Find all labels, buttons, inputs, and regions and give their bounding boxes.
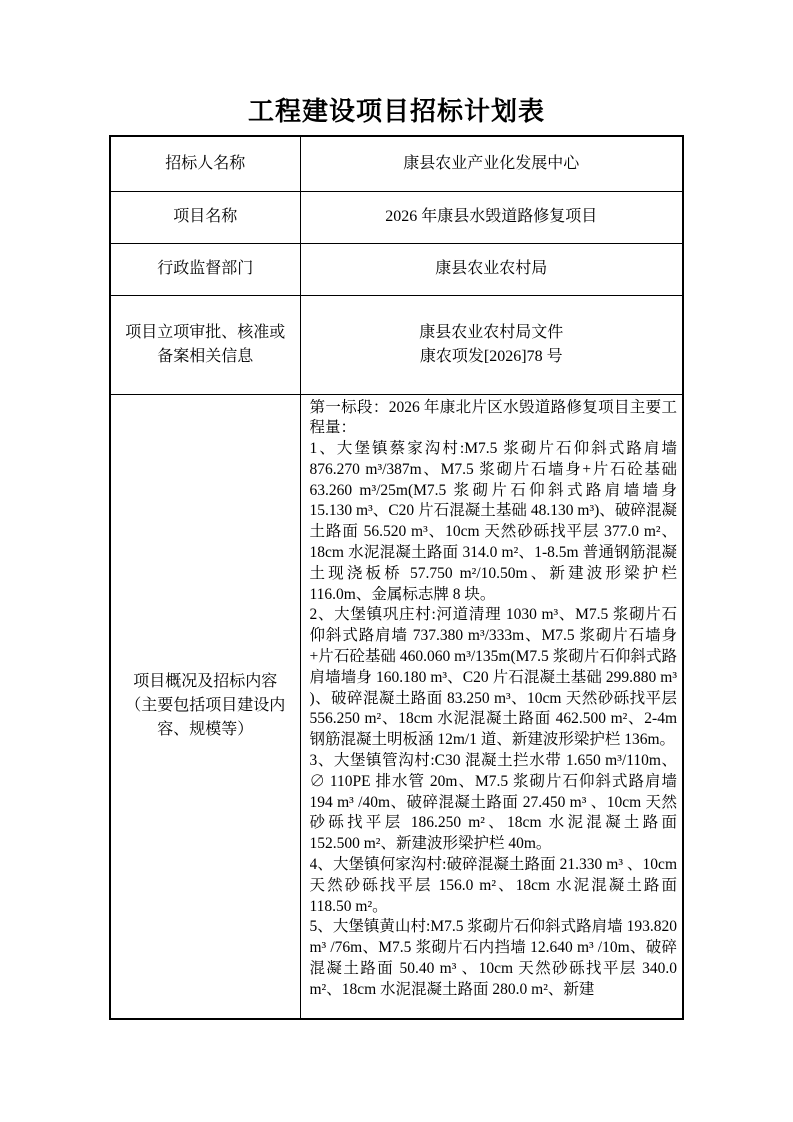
document-title: 工程建设项目招标计划表	[247, 96, 545, 126]
overview-intro-paragraph: 第一标段：2026 年康北片区水毁道路修复项目主要工程量：	[309, 398, 677, 437]
project-name-value: 2026 年康县水毁道路修复项目	[300, 191, 683, 243]
table-row-project-name	[110, 191, 683, 243]
overview-item-2: 2、大堡镇巩庄村:河道清理 1030 m³、M7.5 浆砌片石仰斜式路肩墙 737.380 m³/333m、M7.5 浆砌片石墙身+片石砼基础 460.060 m³/135m(M7.5 浆砌片石仰斜式路肩墙墙身 160.180 m³、C20 片石混凝土基础 299.880 m³ )、破碎混凝土路面 83.250 m³、10cm 天然砂砾找平层 556.250 m²、18cm 水泥混凝土路面 462.500 m²、2-4m 钢筋混凝土明板涵 12m/1 道、新建波形梁护栏 136m。	[309, 606, 677, 749]
overview-item-4: 4、大堡镇何家沟村:破碎混凝土路面 21.330 m³ 、10cm 天然砂砾找平层 156.0 m²、18cm 水泥混凝土路面 118.50 m²。	[309, 856, 677, 915]
project-overview-value	[300, 394, 683, 1019]
table-row-tenderer	[110, 136, 683, 191]
approval-document-line: 康县农业农村局文件	[419, 323, 564, 341]
overview-item-5: 5、大堡镇黄山村:M7.5 浆砌片石仰斜式路肩墙 193.820 m³ /76m、M7.5 浆砌片石内挡墙 12.640 m³ /10m、破碎混凝土路面 50.40 m³ 、10cm 天然砂砾找平层 340.0 m²、18cm 水泥混凝土路面 280.0 m²、新建	[309, 918, 677, 998]
table-row-supervising-department	[110, 243, 683, 295]
project-name-label: 项目名称	[110, 191, 300, 243]
approval-info-value	[300, 295, 683, 394]
project-overview-text	[310, 398, 678, 1017]
overview-item-1: 1、大堡镇蔡家沟村:M7.5 浆砌片石仰斜式路肩墙 876.270 m³/387m、M7.5 浆砌片石墙身+片石砼基础 63.260 m³/25m(M7.5 浆砌片石仰斜式路肩墙墙身 15.130 m³、C20 片石混凝土基础 48.130 m³)、破碎混凝土路面 56.520 m³、10cm 天然砂砾找平层 377.0 m²、18cm 水泥混凝土路面 314.0 m²、1-8.5m 普通钢筋混凝土现浇板桥 57.750 m²/10.50m、新建波形梁护栏 116.0m、金属标志牌 8 块。	[309, 440, 677, 603]
overview-item-3: 3、大堡镇管沟村:C30 混凝土拦水带 1.650 m³/110m、∅ 110PE 排水管 20m、M7.5 浆砌片石仰斜式路肩墙 194 m³ /40m、破碎混凝土路面 27.450 m³ 、10cm 天然砂砾找平层 186.250 m²、18cm 水泥混凝土路面 152.500 m²、新建波形梁护栏 40m。	[309, 752, 677, 853]
bidding-plan-table	[109, 135, 684, 1020]
table-row-approval-info	[110, 295, 683, 394]
approval-number-line: 康农项发[2026]78 号	[419, 347, 563, 365]
tenderer-name-label: 招标人名称	[110, 136, 300, 191]
table-row-project-overview	[110, 394, 683, 1019]
tenderer-name-value: 康县农业产业化发展中心	[300, 136, 683, 191]
supervising-department-value: 康县农业农村局	[300, 243, 683, 295]
approval-info-label: 项目立项审批、核准或备案相关信息	[110, 295, 300, 394]
supervising-department-label: 行政监督部门	[110, 243, 300, 295]
project-overview-label: 项目概况及招标内容（主要包括项目建设内容、规模等）	[110, 394, 300, 1019]
